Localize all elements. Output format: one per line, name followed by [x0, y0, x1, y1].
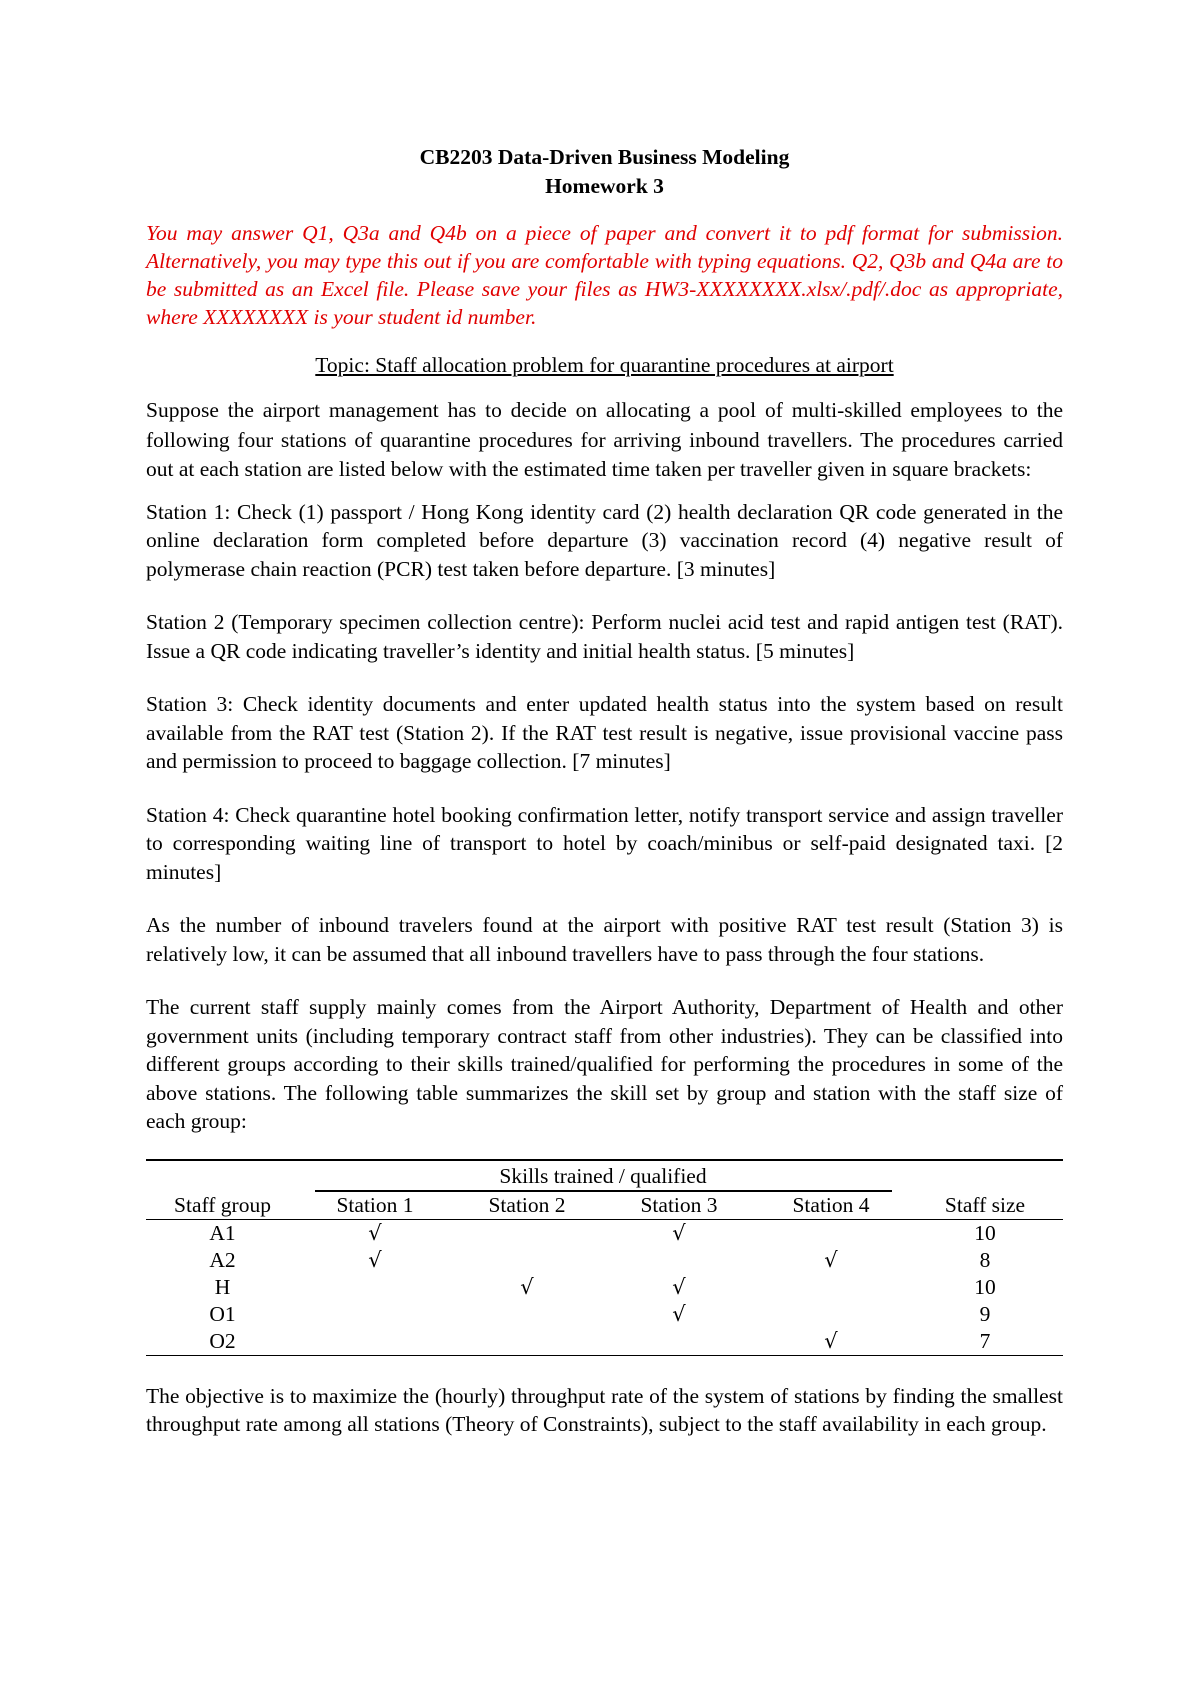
cell-station-4: √: [755, 1328, 907, 1356]
cell-staff-size: 10: [974, 1220, 996, 1245]
cell-group: O1: [209, 1301, 236, 1326]
document-content: [146, 143, 1063, 1439]
topic-text: Topic: Staff allocation problem for quarantine procedures at airport: [315, 353, 894, 377]
cell-station-4: [755, 1274, 907, 1301]
cell-staff-size: 9: [979, 1301, 991, 1326]
cell-station-1: [299, 1328, 451, 1356]
col-header-station-3: Station 3: [640, 1192, 718, 1217]
table-row: [146, 1247, 1063, 1274]
col-header-station-4: Station 4: [792, 1192, 870, 1217]
cell-station-3: √: [672, 1220, 686, 1245]
cell-station-1: [299, 1274, 451, 1301]
objective-paragraph: The objective is to maximize the (hourly) throughput rate of the system of stations by finding the smallest throughput rate among all stations (Theory of Constraints), subject to the staff availability in each group.: [146, 1383, 1063, 1436]
cell-group: H: [214, 1274, 231, 1299]
cell-station-4: √: [824, 1247, 838, 1272]
cell-station-3: √: [672, 1274, 686, 1299]
table-row: [146, 1328, 1063, 1356]
cell-group: A1: [209, 1220, 236, 1245]
col-header-station-2: Station 2: [488, 1192, 566, 1217]
intro-paragraph: Suppose the airport management has to decide on allocating a pool of multi-skilled employees to the following four stations of quarantine procedures for arriving inbound travellers. The procedures carried out at each station are listed below with the estimated time taken per traveller given in square brackets:: [146, 398, 1063, 481]
homework-title: Homework 3: [545, 174, 664, 198]
station-4-description: Station 4: Check quarantine hotel booking confirmation letter, notify transport service and assign traveller to corresponding waiting line of transport to hotel by coach/minibus or self-paid designated taxi. [2 minutes]: [146, 802, 1063, 884]
col-header-staff-group: Staff group: [174, 1192, 271, 1217]
cell-station-2: [451, 1301, 603, 1328]
col-header-station-1: Station 1: [336, 1192, 414, 1217]
station-3-description: Station 3: Check identity documents and enter updated health status into the system based on result available from the RAT test (Station 2). If the RAT test result is negative, issue provisional vaccine pass and permission to proceed to baggage collection. [7 minutes]: [146, 692, 1063, 773]
cell-station-4: [755, 1301, 907, 1328]
cell-staff-size: 7: [907, 1328, 1063, 1356]
submission-instructions: You may answer Q1, Q3a and Q4b on a piece of paper and convert it to pdf format for submission. Alternatively, you may type this out if you are comfortable with typing equations. Q2, Q3b and Q4a are to be submitted as an Excel file. Please save your files as HW3-XXXXXXXX.xlsx/.pdf/.doc as appropriate, where XXXXXXXX is your student id number.: [146, 221, 1063, 329]
cell-group: O2: [146, 1328, 299, 1356]
cell-staff-size: 10: [974, 1274, 996, 1299]
assumption-paragraph: As the number of inbound travelers found at the airport with positive RAT test result (Station 3) is relatively low, it can be assumed that all inbound travellers have to pass through the four stations.: [146, 913, 1063, 966]
cell-staff-size: 8: [979, 1247, 991, 1272]
station-1-description: Station 1: Check (1) passport / Hong Kong identity card (2) health declaration QR code generated in the online declaration form completed before departure (3) vaccination record (4) negative result of polymerase chain reaction (PCR) test taken before departure. [3 minutes]: [146, 499, 1063, 581]
table-header-row: [146, 1192, 1063, 1220]
cell-station-1: √: [368, 1220, 382, 1245]
table-row: [146, 1219, 1063, 1247]
cell-station-2: [451, 1219, 603, 1247]
cell-station-1: [299, 1301, 451, 1328]
table-header-row-group: [146, 1160, 1063, 1192]
col-header-staff-size: Staff size: [944, 1192, 1026, 1217]
course-title: CB2203 Data-Driven Business Modeling: [419, 145, 790, 169]
cell-station-2: [451, 1328, 603, 1356]
table-row: [146, 1274, 1063, 1301]
cell-station-2: √: [520, 1274, 534, 1299]
cell-group: A2: [209, 1247, 236, 1272]
cell-station-3: [603, 1328, 755, 1356]
cell-station-2: [451, 1247, 603, 1274]
cell-station-3: √: [672, 1301, 686, 1326]
table-row: [146, 1301, 1063, 1328]
cell-station-1: √: [368, 1247, 382, 1272]
topic-heading: [146, 351, 1063, 379]
skills-table: [146, 1159, 1063, 1356]
skills-group-header: Skills trained / qualified: [299, 1160, 907, 1192]
staff-supply-paragraph: The current staff supply mainly comes from the Airport Authority, Department of Health and other government units (including temporary contract staff from other industries). They can be classified into different groups according to their skills trained/qualified for performing the procedures in some of the above stations. The following table summarizes the skill set by group and station with the staff size of each group:: [146, 995, 1063, 1133]
cell-station-4: [755, 1219, 907, 1247]
station-2-description: Station 2 (Temporary specimen collection centre): Perform nuclei acid test and rapid antigen test (RAT). Issue a QR code indicating traveller’s identity and initial health status. [5 minutes]: [146, 610, 1063, 663]
cell-station-3: [603, 1247, 755, 1274]
